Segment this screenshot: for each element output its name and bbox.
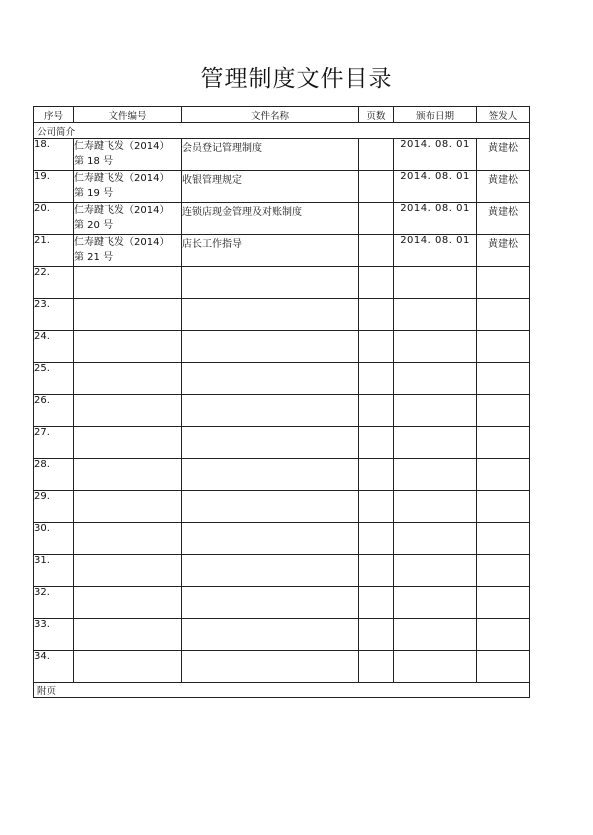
row-pages	[359, 395, 394, 427]
footer-row	[34, 683, 530, 698]
row-pages	[359, 587, 394, 619]
row-signer: 黄建松	[477, 235, 530, 267]
table-row	[34, 363, 530, 395]
row-code	[74, 331, 182, 363]
row-code	[74, 491, 182, 523]
row-code-line2: 第 20 号	[74, 220, 114, 231]
row-pages	[359, 363, 394, 395]
table-row	[34, 203, 530, 235]
row-code-line1: 仁寿踺飞发（2014）	[74, 141, 170, 152]
table-row	[34, 459, 530, 491]
row-code	[74, 235, 182, 267]
header-seq: 序号	[34, 107, 74, 123]
table-row	[34, 427, 530, 459]
row-name: 收银管理规定	[182, 171, 359, 203]
table-row	[34, 523, 530, 555]
row-name	[182, 459, 359, 491]
row-seq: 27.	[34, 427, 74, 459]
row-code-line2: 第 18 号	[74, 156, 114, 167]
row-code-line2: 第 19 号	[74, 188, 114, 199]
row-seq: 23.	[34, 299, 74, 331]
row-code	[74, 651, 182, 683]
row-pages	[359, 427, 394, 459]
row-code	[74, 619, 182, 651]
row-name: 店长工作指导	[182, 235, 359, 267]
header-name: 文件名称	[182, 107, 359, 123]
table-row	[34, 651, 530, 683]
row-seq: 21.	[34, 235, 74, 267]
row-date	[394, 363, 477, 395]
row-code	[74, 139, 182, 171]
row-seq: 28.	[34, 459, 74, 491]
row-seq: 20.	[34, 203, 74, 235]
row-date	[394, 523, 477, 555]
row-seq: 26.	[34, 395, 74, 427]
row-date	[394, 587, 477, 619]
row-date	[394, 459, 477, 491]
row-date	[394, 619, 477, 651]
row-date	[394, 395, 477, 427]
row-name	[182, 331, 359, 363]
row-date	[394, 267, 477, 299]
row-name	[182, 299, 359, 331]
row-signer	[477, 651, 530, 683]
header-pages: 页数	[359, 107, 394, 123]
row-seq: 18.	[34, 139, 74, 171]
row-code	[74, 459, 182, 491]
row-code	[74, 363, 182, 395]
header-signer: 签发人	[477, 107, 530, 123]
row-pages	[359, 203, 394, 235]
row-signer	[477, 555, 530, 587]
document-index-table	[33, 106, 530, 698]
row-pages	[359, 139, 394, 171]
row-signer	[477, 459, 530, 491]
row-date	[394, 651, 477, 683]
row-code	[74, 299, 182, 331]
row-pages	[359, 459, 394, 491]
header-code: 文件编号	[74, 107, 182, 123]
row-code	[74, 587, 182, 619]
row-signer: 黄建松	[477, 139, 530, 171]
page-title: 管理制度文件目录	[200, 66, 393, 92]
row-signer	[477, 267, 530, 299]
row-name	[182, 427, 359, 459]
row-name	[182, 523, 359, 555]
row-name	[182, 267, 359, 299]
table-header-row	[34, 107, 530, 123]
table-row	[34, 139, 530, 171]
table-row	[34, 235, 530, 267]
row-signer	[477, 619, 530, 651]
row-date: 2014. 08. 01	[394, 235, 477, 267]
row-pages	[359, 235, 394, 267]
row-seq: 24.	[34, 331, 74, 363]
row-code	[74, 203, 182, 235]
section-label: 公司简介	[34, 123, 530, 139]
table-row	[34, 491, 530, 523]
row-signer	[477, 299, 530, 331]
row-seq: 25.	[34, 363, 74, 395]
row-seq: 29.	[34, 491, 74, 523]
row-code-line1: 仁寿踺飞发（2014）	[74, 205, 170, 216]
table-row	[34, 267, 530, 299]
row-date	[394, 427, 477, 459]
row-date: 2014. 08. 01	[394, 203, 477, 235]
table-row	[34, 299, 530, 331]
row-name	[182, 587, 359, 619]
row-seq: 22.	[34, 267, 74, 299]
row-code	[74, 395, 182, 427]
row-name	[182, 395, 359, 427]
row-signer	[477, 587, 530, 619]
row-seq: 33.	[34, 619, 74, 651]
row-signer	[477, 427, 530, 459]
row-pages	[359, 651, 394, 683]
row-date: 2014. 08. 01	[394, 139, 477, 171]
table-row	[34, 619, 530, 651]
row-code-line1: 仁寿踺飞发（2014）	[74, 173, 170, 184]
row-pages	[359, 523, 394, 555]
row-date	[394, 299, 477, 331]
footer-label: 附页	[34, 683, 530, 698]
row-seq: 34.	[34, 651, 74, 683]
row-code-line2: 第 21 号	[74, 252, 114, 263]
row-code-line1: 仁寿踺飞发（2014）	[74, 237, 170, 248]
row-seq: 19.	[34, 171, 74, 203]
row-name: 会员登记管理制度	[182, 139, 359, 171]
row-pages	[359, 171, 394, 203]
row-code	[74, 171, 182, 203]
table-row	[34, 555, 530, 587]
row-signer	[477, 363, 530, 395]
row-name	[182, 363, 359, 395]
row-date: 2014. 08. 01	[394, 171, 477, 203]
row-pages	[359, 491, 394, 523]
row-seq: 31.	[34, 555, 74, 587]
row-name	[182, 491, 359, 523]
header-date: 颁布日期	[394, 107, 477, 123]
row-pages	[359, 267, 394, 299]
row-name	[182, 651, 359, 683]
table-row	[34, 331, 530, 363]
table-row	[34, 395, 530, 427]
row-name: 连锁店现金管理及对账制度	[182, 203, 359, 235]
row-pages	[359, 331, 394, 363]
row-code	[74, 427, 182, 459]
row-signer: 黄建松	[477, 171, 530, 203]
row-date	[394, 555, 477, 587]
row-signer	[477, 331, 530, 363]
row-seq: 30.	[34, 523, 74, 555]
row-code	[74, 267, 182, 299]
row-pages	[359, 619, 394, 651]
row-name	[182, 555, 359, 587]
row-signer	[477, 523, 530, 555]
section-row	[34, 123, 530, 139]
table-row	[34, 171, 530, 203]
row-date	[394, 491, 477, 523]
row-date	[394, 331, 477, 363]
row-signer: 黄建松	[477, 203, 530, 235]
row-code	[74, 555, 182, 587]
row-seq: 32.	[34, 587, 74, 619]
row-name	[182, 619, 359, 651]
row-pages	[359, 299, 394, 331]
row-signer	[477, 395, 530, 427]
row-code	[74, 523, 182, 555]
row-signer	[477, 491, 530, 523]
table-row	[34, 587, 530, 619]
row-pages	[359, 555, 394, 587]
